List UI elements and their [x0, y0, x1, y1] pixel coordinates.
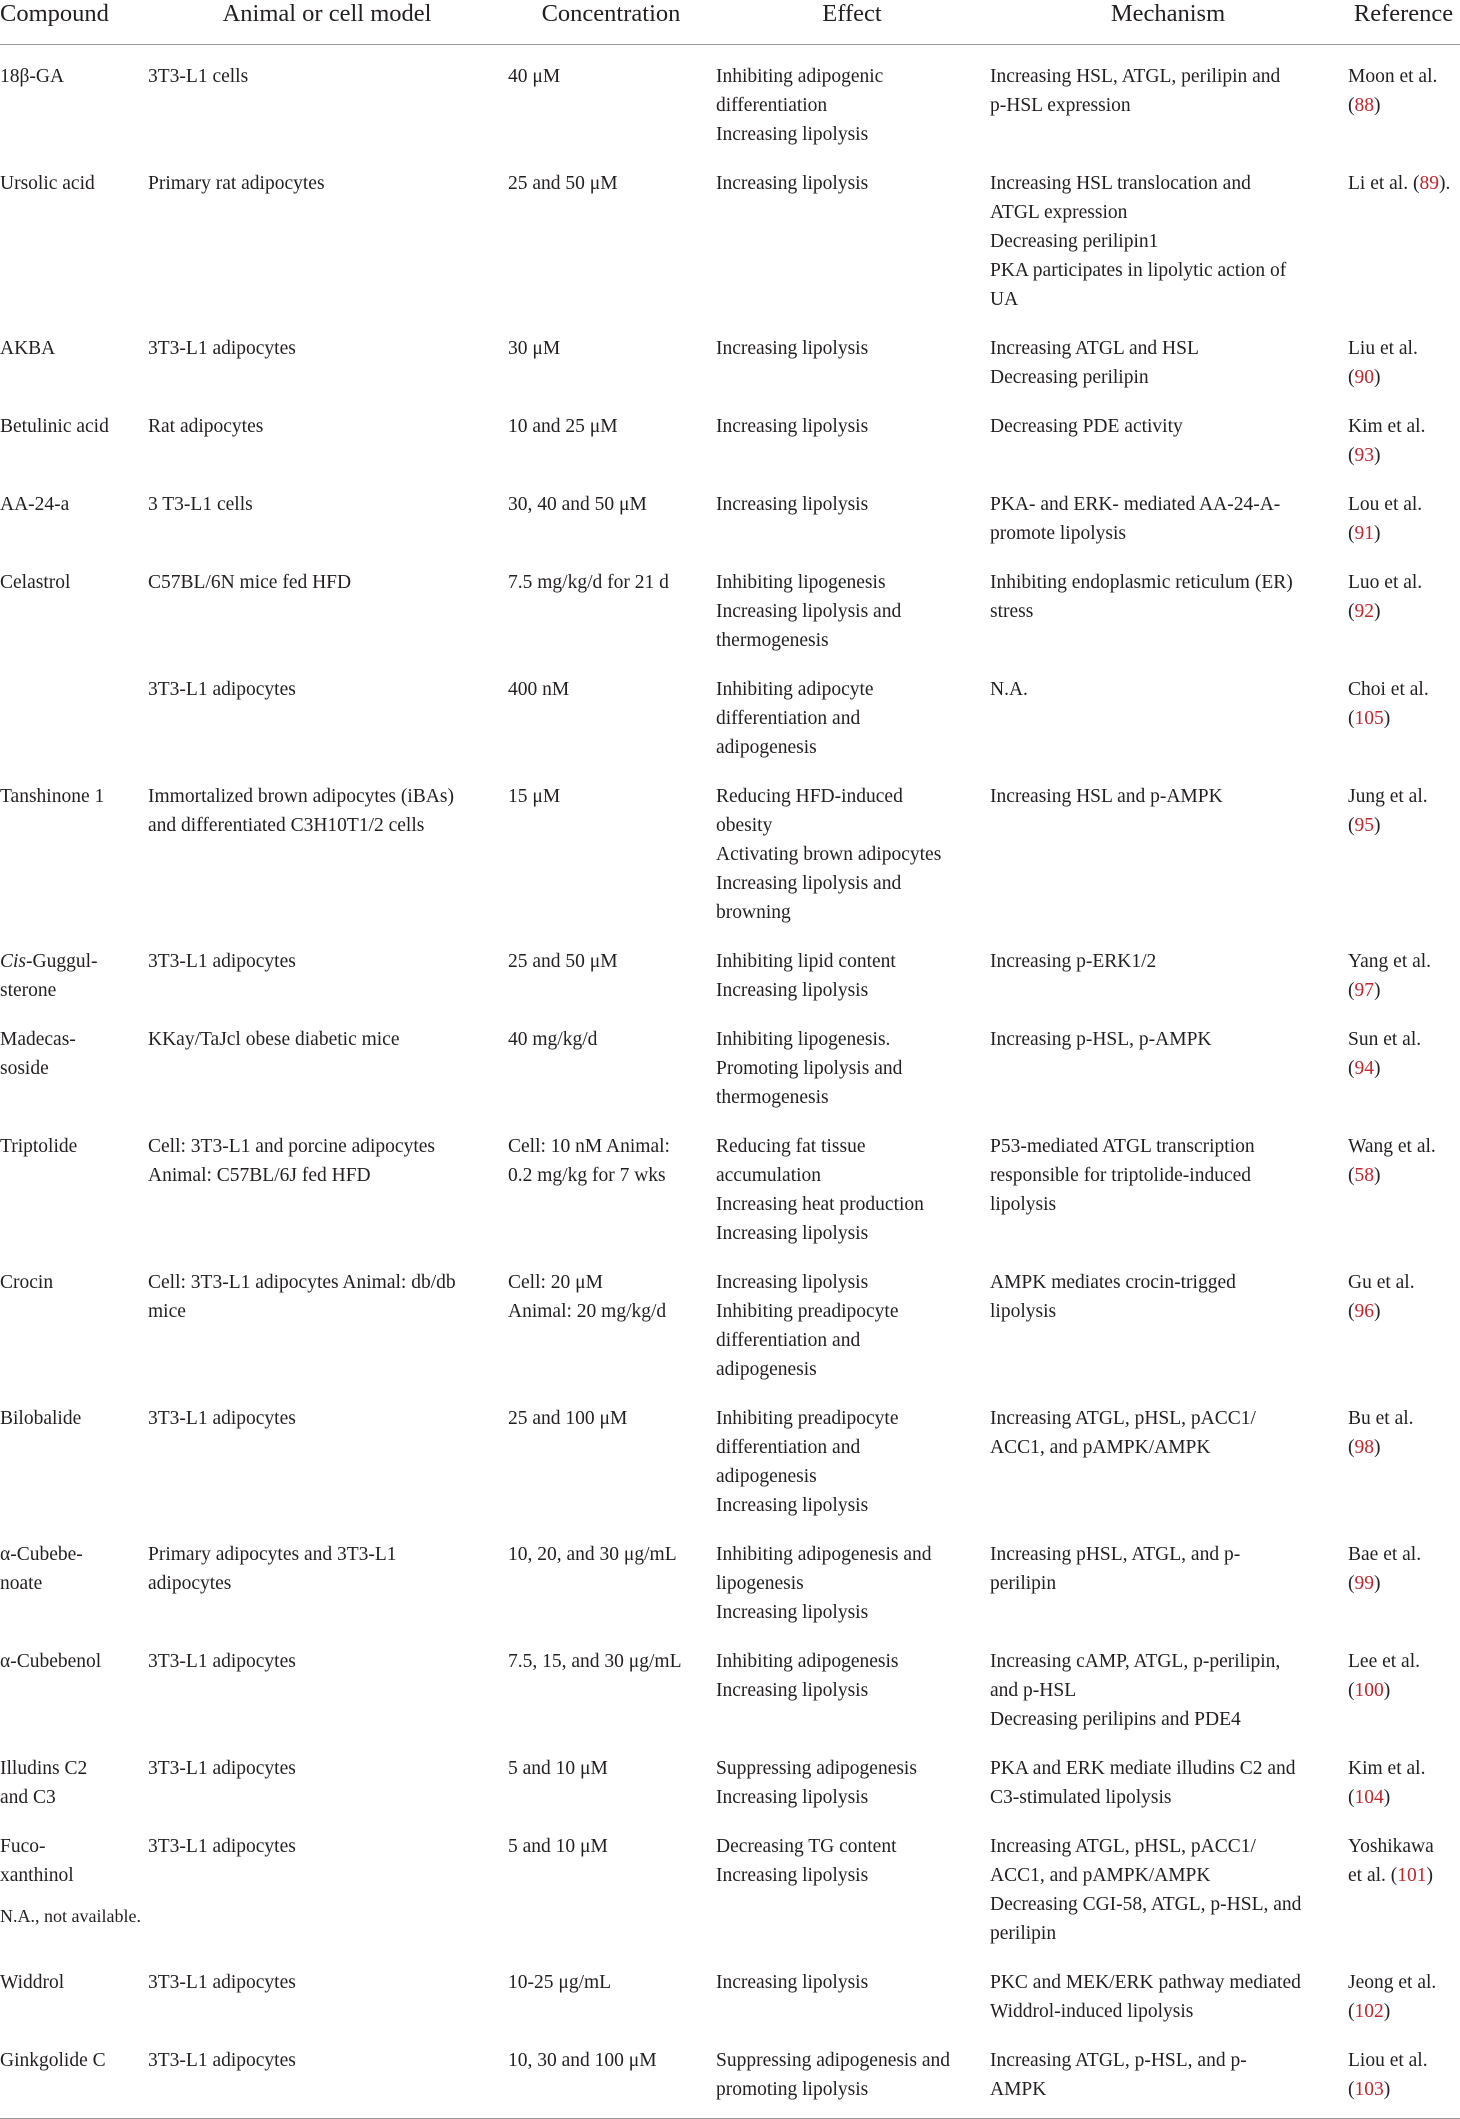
compound-cell [0, 1115, 147, 1251]
model-cell: 3T3-L1 adipocytes [148, 1651, 296, 1672]
reference-tail: ) [1426, 1865, 1434, 1886]
model-cell: Rat adipocytes [148, 416, 264, 437]
compound-name: Tanshinone 1 [0, 786, 105, 807]
concentration-cell: 30, 40 and 50 μM [508, 494, 647, 515]
model-cell: 3T3-L1 adipocytes [148, 1408, 296, 1429]
reference-cell [1347, 1630, 1460, 1737]
compound-cell [0, 1951, 147, 2029]
model-cell: 3 T3-L1 cells [148, 494, 253, 515]
compound-cell [0, 152, 147, 317]
reference-citation-link[interactable]: 98 [1354, 1437, 1374, 1458]
concentration-cell: 400 nM [508, 679, 570, 700]
reference-tail: ) [1374, 1058, 1381, 1079]
reference-citation-link[interactable]: 96 [1354, 1301, 1374, 1322]
effect-cell: Inhibiting adipogenic differentiation Increasing lipolysis [716, 66, 884, 145]
reference-cell [1347, 551, 1460, 658]
table-footnote: N.A., not available. [0, 1906, 141, 1926]
model-cell: 3T3-L1 adipocytes [148, 338, 296, 359]
reference-tail: ) [1383, 1787, 1391, 1808]
table-row [0, 473, 1460, 551]
concentration-cell: 10, 30 and 100 μM [507, 2029, 715, 2119]
compound-cell [0, 2029, 147, 2119]
concentration-cell: 30 μM [508, 338, 561, 359]
table-header [0, 0, 1460, 45]
reference-tail: ) [1374, 1165, 1381, 1186]
compound-name: α-Cubebe- noate [0, 1544, 83, 1594]
compound-cell [0, 765, 147, 930]
reference-authors: Bae et al. ( [1348, 1544, 1422, 1594]
reference-citation-link[interactable]: 91 [1354, 523, 1374, 544]
concentration-cell: 40 mg/kg/d [508, 1029, 598, 1050]
effect-cell: Inhibiting adipogenesis and lipogenesis Increasing lipolysis [716, 1544, 932, 1623]
table-row [0, 1951, 1460, 2029]
table-row [0, 1630, 1460, 1737]
compound-name: Bilobalide [0, 1408, 82, 1429]
mechanism-cell: Increasing HSL translocation and ATGL expression Decreasing perilipin1 PKA participates in lipolytic action of UA [990, 173, 1287, 310]
compound-name: α-Cubebenol [0, 1651, 102, 1672]
mechanism-cell: PKC and MEK/ERK pathway mediated Widdrol-induced lipolysis [990, 1972, 1301, 2022]
compound-name: 18β-GA [0, 66, 65, 87]
mechanism-cell: Increasing HSL, ATGL, perilipin and p-HSL expression [990, 66, 1281, 116]
reference-tail: ) [1374, 980, 1381, 1001]
table-row [0, 1523, 1460, 1630]
reference-authors: Kim et al. ( [1348, 1758, 1426, 1808]
mechanism-cell: Increasing ATGL, p-HSL, and p- AMPK [989, 2029, 1347, 2119]
mechanism-cell: P53-mediated ATGL transcription responsible for triptolide-induced lipolysis [990, 1136, 1255, 1215]
compound-cell [0, 473, 147, 551]
reference-cell [1347, 395, 1460, 473]
reference-tail: ) [1374, 815, 1381, 836]
model-cell: C57BL/6N mice fed HFD [148, 572, 352, 593]
reference-authors: Kim et al. ( [1348, 416, 1426, 466]
reference-authors: Li et al. ( [1348, 173, 1420, 194]
table-row [0, 317, 1460, 395]
reference-cell [1347, 317, 1460, 395]
reference-authors: Liou et al. ( [1348, 2050, 1428, 2100]
reference-cell [1347, 930, 1460, 1008]
mechanism-cell: Increasing ATGL, pHSL, pACC1/ ACC1, and pAMPK/AMPK Decreasing CGI-58, ATGL, p-HSL, and perilipin [990, 1836, 1302, 1944]
reference-tail: ) [1374, 445, 1381, 466]
reference-citation-link[interactable]: 94 [1354, 1058, 1374, 1079]
model-cell: Cell: 3T3-L1 and porcine adipocytes Animal: C57BL/6J fed HFD [148, 1136, 435, 1186]
reference-tail: ). [1438, 173, 1451, 194]
table-row [0, 551, 1460, 658]
concentration-cell: 40 μM [508, 66, 561, 87]
table-row [0, 45, 1460, 153]
compound-cell [0, 1523, 147, 1630]
reference-cell [1347, 765, 1460, 930]
reference-tail: ) [1374, 601, 1381, 622]
reference-authors: Bu et al. ( [1348, 1408, 1414, 1458]
header-row [0, 0, 1460, 45]
compound-name: AKBA [0, 338, 56, 359]
concentration-cell: Cell: 20 μM Animal: 20 mg/kg/d [508, 1272, 667, 1322]
reference-authors: Liu et al. ( [1348, 338, 1418, 388]
reference-tail: ) [1374, 1301, 1381, 1322]
reference-cell [1347, 1115, 1460, 1251]
reference-cell [1347, 1951, 1460, 2029]
mechanism-cell: Increasing pHSL, ATGL, and p- perilipin [990, 1544, 1241, 1594]
reference-citation-link[interactable]: 99 [1354, 1573, 1374, 1594]
reference-tail: ) [1383, 708, 1391, 729]
table-row [0, 1251, 1460, 1387]
reference-authors: Sun et al. ( [1348, 1029, 1422, 1079]
mechanism-cell: Increasing p-ERK1/2 [990, 951, 1157, 972]
model-cell: 3T3-L1 adipocytes [148, 951, 296, 972]
effect-cell: Suppressing adipogenesis and promoting lipolysis [715, 2029, 989, 2119]
compound-name: Betulinic acid [0, 416, 109, 437]
reference-citation-link[interactable]: 103 [1354, 2079, 1384, 2100]
compound-name: Triptolide [0, 1136, 78, 1157]
reference-citation-link[interactable]: 89 [1419, 173, 1439, 194]
reference-citation-link[interactable]: 58 [1354, 1165, 1374, 1186]
reference-authors: Gu et al. ( [1348, 1272, 1415, 1322]
reference-citation-link[interactable]: 105 [1354, 708, 1384, 729]
reference-authors: Jung et al. ( [1348, 786, 1428, 836]
compound-name: Crocin [0, 1272, 54, 1293]
mechanism-cell: Increasing cAMP, ATGL, p-perilipin, and p-HSL Decreasing perilipins and PDE4 [990, 1651, 1281, 1730]
reference-authors: Moon et al. ( [1348, 66, 1438, 116]
effect-cell: Decreasing TG content Increasing lipolysis [716, 1836, 897, 1886]
effect-cell: Increasing lipolysis [716, 494, 869, 515]
reference-tail: ) [1374, 1437, 1381, 1458]
mechanism-cell: PKA and ERK mediate illudins C2 and C3-stimulated lipolysis [990, 1758, 1296, 1808]
effect-cell: Inhibiting preadipocyte differentiation and adipogenesis Increasing lipolysis [716, 1408, 899, 1516]
reference-cell [1347, 658, 1460, 765]
compound-cell [0, 1387, 147, 1523]
compound-name: Widdrol [0, 1972, 65, 1993]
header-concentration: Concentration [507, 0, 715, 45]
concentration-cell: 25 and 50 μM [508, 173, 618, 194]
reference-citation-link[interactable]: 102 [1354, 2001, 1384, 2022]
reference-tail: ) [1374, 523, 1381, 544]
mechanism-cell: Decreasing PDE activity [990, 416, 1183, 437]
model-cell: 3T3-L1 adipocytes [148, 1836, 296, 1857]
header-compound: Compound [0, 0, 147, 45]
table-row [0, 1387, 1460, 1523]
model-cell: KKay/TaJcl obese diabetic mice [148, 1029, 400, 1050]
mechanism-cell: Increasing p-HSL, p-AMPK [990, 1029, 1212, 1050]
reference-citation-link[interactable]: 104 [1354, 1787, 1384, 1808]
effect-cell: Increasing lipolysis [716, 338, 869, 359]
table-row [0, 658, 1460, 765]
compound-cell [0, 1815, 147, 1951]
header-model: Animal or cell model [147, 0, 507, 45]
effect-cell: Inhibiting adipogenesis Increasing lipolysis [716, 1651, 899, 1701]
table-row [0, 930, 1460, 1008]
concentration-cell: 7.5 mg/kg/d for 21 d [508, 572, 669, 593]
concentration-cell: 10, 20, and 30 μg/mL [508, 1544, 677, 1565]
reference-authors: Wang et al. ( [1348, 1136, 1436, 1186]
reference-authors: Yang et al. ( [1348, 951, 1432, 1001]
reference-tail: ) [1383, 2079, 1391, 2100]
compound-cell [0, 1630, 147, 1737]
table-row [0, 1115, 1460, 1251]
compound-italic-prefix: Cis [0, 951, 27, 972]
compound-cell [0, 317, 147, 395]
table-row [0, 765, 1460, 930]
reference-tail: ) [1374, 367, 1381, 388]
effect-cell: Increasing lipolysis Inhibiting preadipocyte differentiation and adipogenesis [716, 1272, 899, 1380]
reference-cell [1347, 1251, 1460, 1387]
mechanism-cell: AMPK mediates crocin-trigged lipolysis [990, 1272, 1236, 1322]
model-cell: 3T3-L1 cells [148, 66, 249, 87]
compound-cell [0, 551, 147, 658]
model-cell: 3T3-L1 adipocytes [148, 1758, 296, 1779]
reference-cell [1347, 1387, 1460, 1523]
model-cell: 3T3-L1 adipocytes [148, 679, 296, 700]
reference-authors: Jeong et al. ( [1348, 1972, 1437, 2022]
mechanism-cell: Increasing ATGL, pHSL, pACC1/ ACC1, and pAMPK/AMPK [990, 1408, 1256, 1458]
reference-authors: Choi et al. ( [1348, 679, 1429, 729]
reference-tail: ) [1374, 95, 1381, 116]
table-body [0, 45, 1460, 2119]
mechanism-cell: N.A. [990, 679, 1028, 700]
reference-citation-link[interactable]: 93 [1354, 445, 1374, 466]
reference-tail: ) [1383, 2001, 1391, 2022]
effect-cell: Inhibiting adipocyte differentiation and adipogenesis [716, 679, 874, 758]
reference-citation-link[interactable]: 90 [1354, 367, 1374, 388]
table-row [0, 1008, 1460, 1115]
model-cell: 3T3-L1 adipocytes [147, 2029, 507, 2119]
reference-citation-link[interactable]: 101 [1397, 1865, 1427, 1886]
effect-cell: Inhibiting lipogenesis Increasing lipolysis and thermogenesis [716, 572, 902, 651]
compound-name: Celastrol [0, 572, 71, 593]
effect-cell: Inhibiting lipogenesis. Promoting lipolysis and thermogenesis [716, 1029, 903, 1108]
model-cell: 3T3-L1 adipocytes [148, 1972, 296, 1993]
concentration-cell: 25 and 100 μM [508, 1408, 628, 1429]
table-row [0, 1737, 1460, 1815]
compound-name: -Guggul- sterone [0, 951, 98, 1001]
compound-name: Illudins C2 and C3 [0, 1758, 88, 1808]
concentration-cell: 5 and 10 μM [508, 1758, 608, 1779]
compound-cell [0, 1251, 147, 1387]
compound-name: Fuco- xanthinol [0, 1836, 74, 1886]
effect-cell: Increasing lipolysis [716, 416, 869, 437]
reference-cell [1347, 1815, 1460, 1951]
concentration-cell: 7.5, 15, and 30 μg/mL [508, 1651, 682, 1672]
reference-citation-link[interactable]: 92 [1354, 601, 1374, 622]
compound-cell [0, 1008, 147, 1115]
effect-cell: Suppressing adipogenesis Increasing lipolysis [716, 1758, 917, 1808]
mechanism-cell: Increasing ATGL and HSL Decreasing perilipin [990, 338, 1199, 388]
reference-cell [1347, 1523, 1460, 1630]
reference-cell [1347, 152, 1460, 317]
reference-tail: ) [1383, 1680, 1391, 1701]
reference-cell [1347, 473, 1460, 551]
model-cell: Immortalized brown adipocytes (iBAs) and differentiated C3H10T1/2 cells [148, 786, 454, 836]
header-mechanism: Mechanism [989, 0, 1347, 45]
reference-tail: ) [1374, 1573, 1381, 1594]
reference-citation-link[interactable]: 95 [1354, 815, 1374, 836]
concentration-cell: 10-25 μg/mL [508, 1972, 612, 1993]
effect-cell: Reducing HFD-induced obesity Activating brown adipocytes Increasing lipolysis and browning [716, 786, 942, 923]
compound-name: Ginkgolide C [0, 2050, 106, 2071]
mechanism-cell: Increasing HSL and p-AMPK [990, 786, 1223, 807]
concentration-cell: 25 and 50 μM [508, 951, 618, 972]
concentration-cell: 5 and 10 μM [508, 1836, 608, 1857]
compound-name: Ursolic acid [0, 173, 95, 194]
concentration-cell: 15 μM [508, 786, 561, 807]
effect-cell: Increasing lipolysis [716, 1972, 869, 1993]
reference-authors: Lee et al. ( [1348, 1651, 1420, 1701]
model-cell: Cell: 3T3-L1 adipocytes Animal: db/db mice [148, 1272, 456, 1322]
effect-cell: Inhibiting lipid content Increasing lipolysis [716, 951, 896, 1001]
reference-cell [1347, 45, 1460, 153]
compound-cell [0, 45, 147, 153]
compound-name: AA-24-a [0, 494, 70, 515]
reference-citation-link[interactable]: 97 [1354, 980, 1374, 1001]
header-effect: Effect [715, 0, 989, 45]
effect-cell: Reducing fat tissue accumulation Increasing heat production Increasing lipolysis [716, 1136, 924, 1244]
reference-citation-link[interactable]: 100 [1354, 1680, 1384, 1701]
reference-authors: Yoshikawa et al. ( [1348, 1836, 1434, 1886]
mechanism-cell: Inhibiting endoplasmic reticulum (ER) stress [990, 572, 1293, 622]
compound-name: Madecas- soside [0, 1029, 76, 1079]
compound-cell [0, 658, 147, 765]
concentration-cell: Cell: 10 nM Animal: 0.2 mg/kg for 7 wks [508, 1136, 670, 1186]
reference-authors: Lou et al. ( [1348, 494, 1423, 544]
concentration-cell: 10 and 25 μM [508, 416, 618, 437]
effect-cell: Increasing lipolysis [716, 173, 869, 194]
header-reference: Reference [1347, 0, 1460, 45]
table-row [0, 152, 1460, 317]
mechanism-cell: PKA- and ERK- mediated AA-24-A- promote lipolysis [990, 494, 1281, 544]
table-row [0, 1815, 1460, 1951]
reference-cell [1347, 2029, 1460, 2119]
compound-cell [0, 1737, 147, 1815]
model-cell: Primary adipocytes and 3T3-L1 adipocytes [148, 1544, 397, 1594]
compound-cell [0, 930, 147, 1008]
reference-authors: Luo et al. ( [1348, 572, 1423, 622]
table-row [0, 2029, 1460, 2119]
compound-cell [0, 395, 147, 473]
reference-citation-link[interactable]: 88 [1354, 95, 1374, 116]
table-row [0, 395, 1460, 473]
reference-cell [1347, 1737, 1460, 1815]
model-cell: Primary rat adipocytes [148, 173, 325, 194]
reference-cell [1347, 1008, 1460, 1115]
